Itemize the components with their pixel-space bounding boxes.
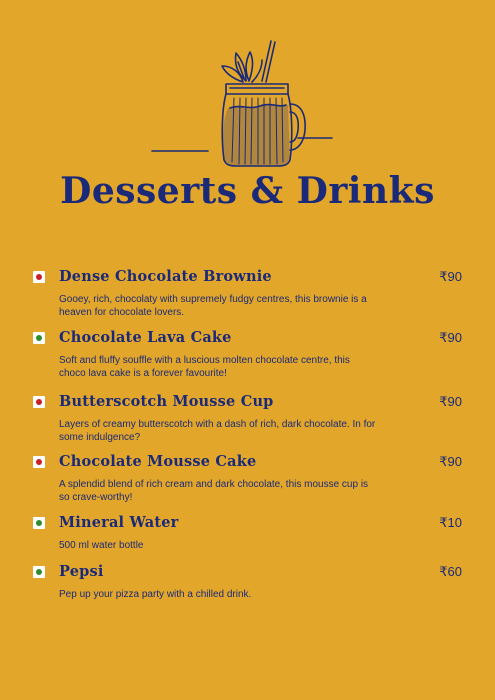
item-description: A splendid blend of rich cream and dark chocolate, this mousse cup is so crave-worthy! <box>59 479 369 503</box>
veg-icon <box>33 566 45 578</box>
item-description: Gooey, rich, chocolaty with supremely fudgy centres, this brownie is a heaven for chocolate lovers. <box>59 294 367 318</box>
item-name: Butterscotch Mousse Cup <box>59 393 274 410</box>
item-description: 500 ml water bottle <box>59 540 144 551</box>
non-veg-icon <box>33 396 45 408</box>
item-price: ₹90 <box>439 269 462 284</box>
item-name: Dense Chocolate Brownie <box>59 268 272 285</box>
item-name: Chocolate Lava Cake <box>59 329 232 346</box>
item-price: ₹90 <box>439 454 462 469</box>
item-price: ₹10 <box>439 515 462 530</box>
veg-icon <box>33 517 45 529</box>
veg-icon <box>33 332 45 344</box>
item-description: Soft and fluffy souffle with a luscious molten chocolate centre, this choco lava cake is a forever favourite! <box>59 355 350 379</box>
item-description: Layers of creamy butterscotch with a dash of rich, dark chocolate. In for some indulgence? <box>59 419 376 443</box>
non-veg-icon <box>33 271 45 283</box>
item-price: ₹60 <box>439 564 462 579</box>
page-title: Desserts & Drinks <box>60 170 435 212</box>
item-price: ₹90 <box>439 394 462 409</box>
item-name: Pepsi <box>59 563 104 580</box>
item-name: Mineral Water <box>59 514 179 531</box>
item-price: ₹90 <box>439 330 462 345</box>
item-name: Chocolate Mousse Cake <box>59 453 257 470</box>
item-description: Pep up your pizza party with a chilled drink. <box>59 589 252 600</box>
non-veg-icon <box>33 456 45 468</box>
